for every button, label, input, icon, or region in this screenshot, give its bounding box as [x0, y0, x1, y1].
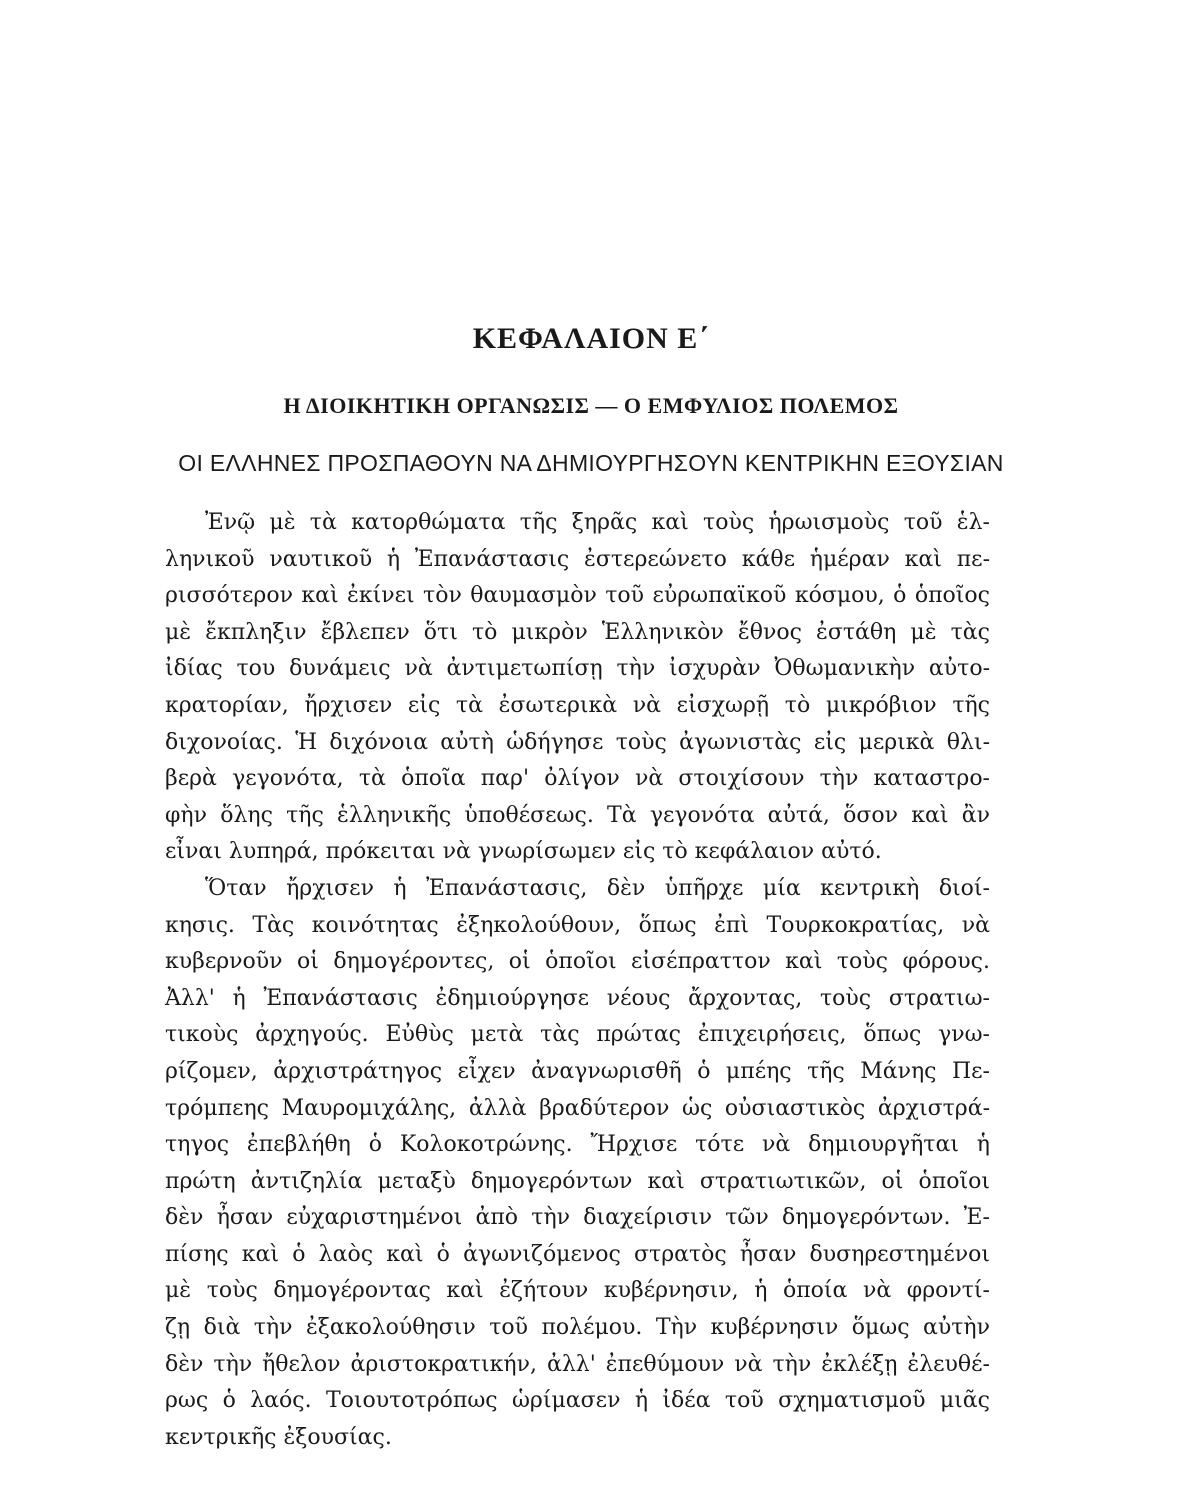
text-line: Ὅταν ἤρχισεν ἡ Ἐπανάστασις, δὲν ὑπῆρχε μία κεντρικὴ διοί- [205, 875, 990, 901]
chapter-title: ΚΕΦΑΛΑΙΟΝ Ε΄ [472, 322, 710, 355]
text-line: κεντρικῆς ἐξουσίας. [165, 1424, 392, 1450]
text-line: πίσης καὶ ὁ λαὸς καὶ ὁ ἀγωνιζόμενος στρατὸς ἦσαν δυσηρεστημένοι [165, 1241, 990, 1267]
text-line: εἶναι λυπηρά, πρόκειται νὰ γνωρίσωμεν εἰς τὸ κεφάλαιον αὐτό. [165, 839, 882, 865]
text-line: ρισσότερον καὶ ἐκίνει τὸν θαυμασμὸν τοῦ εὐρωπαϊκοῦ κόσμου, ὁ ὁποῖος [165, 583, 990, 609]
text-line: φὴν ὅλης τῆς ἑλληνικῆς ὑποθέσεως. Τὰ γεγονότα αὐτά, ὅσον καὶ ἂν [165, 802, 990, 828]
text-line: δὲν τὴν ἤθελον ἀριστοκρατικήν, ἀλλ' ἐπεθύμουν νὰ τὴν ἐκλέξῃ ἐλευθέ- [165, 1351, 990, 1377]
text-line: κησις. Τὰς κοινότητας ἐξηκολούθουν, ὅπως ἐπὶ Τουρκοκρατίας, νὰ [165, 912, 990, 938]
text-line: ἰδίας του δυνάμεις νὰ ἀντιμετωπίσῃ τὴν ἰσχυρὰν Ὀθωμανικὴν αὐτο- [165, 656, 990, 682]
text-line: Ἀλλ' ἡ Ἐπανάστασις ἐδημιούργησε νέους ἄρχοντας, τοὺς στρατιω- [165, 985, 990, 1011]
section-title: Η ΔΙΟΙΚΗΤΙΚΗ ΟΡΓΑΝΩΣΙΣ — Ο ΕΜΦΥΛΙΟΣ ΠΟΛΕΜΟΣ [283, 393, 899, 418]
text-line: κρατορίαν, ἤρχισεν εἰς τὰ ἐσωτερικὰ νὰ εἰσχωρῇ τὸ μικρόβιον τῆς [165, 692, 990, 718]
text-line: βερὰ γεγονότα, τὰ ὁποῖα παρ' ὀλίγον νὰ στοιχίσουν τὴν καταστρο- [165, 766, 990, 792]
text-line: μὲ ἔκπληξιν ἔβλεπεν ὅτι τὸ μικρὸν Ἑλληνικὸν ἔθνος ἐστάθη μὲ τὰς [165, 619, 990, 645]
paragraph-2 [165, 871, 990, 1457]
text-line: μὲ τοὺς δημογέροντας καὶ ἐζήτουν κυβέρνησιν, ἡ ὁποία νὰ φροντί- [165, 1278, 990, 1304]
text-line: ρίζομεν, ἀρχιστράτηγος εἶχεν ἀναγνωρισθῆ ὁ μπέης τῆς Μάνης Πε- [165, 1058, 990, 1084]
body-text [165, 505, 990, 1456]
text-line: πρώτη ἀντιζηλία μεταξὺ δημογερόντων καὶ στρατιωτικῶν, οἱ ὁποῖοι [165, 1168, 990, 1194]
text-line: ρως ὁ λαός. Τοιουτοτρόπως ὡρίμασεν ἡ ἰδέα τοῦ σχηματισμοῦ μιᾶς [165, 1388, 990, 1414]
text-line: τικοὺς ἀρχηγούς. Εὐθὺς μετὰ τὰς πρώτας ἐπιχειρήσεις, ὅπως γνω- [165, 1022, 990, 1048]
text-line: δὲν ἦσαν εὐχαριστημένοι ἀπὸ τὴν διαχείρισιν τῶν δημογερόντων. Ἐ- [165, 1205, 990, 1231]
text-line: ζῃ διὰ τὴν ἐξακολούθησιν τοῦ πολέμου. Τὴν κυβέρνησιν ὅμως αὐτὴν [165, 1315, 990, 1341]
paragraph-1 [165, 505, 990, 871]
text-line: τρόμπεης Μαυρομιχάλης, ἀλλὰ βραδύτερον ὡς οὐσιαστικὸς ἀρχιστρά- [165, 1095, 990, 1121]
text-line: Ἐνῷ μὲ τὰ κατορθώματα τῆς ξηρᾶς καὶ τοὺς ἡρωισμοὺς τοῦ ἑλ- [205, 510, 990, 535]
text-line: διχονοίας. Ἡ διχόνοια αὐτὴ ὡδήγησε τοὺς ἀγωνιστὰς εἰς μερικὰ θλι- [165, 729, 990, 755]
subsection-title: ΟΙ ΕΛΛΗΝΕΣ ΠΡΟΣΠΑΘΟΥΝ ΝΑ ΔΗΜΙΟΥΡΓΗΣΟΥΝ ΚΕΝΤΡΙΚΗΝ ΕΞΟΥΣΙΑΝ [178, 450, 1004, 476]
text-line: τηγος ἐπεβλήθη ὁ Κολοκοτρώνης. Ἤρχισε τότε νὰ δημιουργῆται ἡ [165, 1132, 990, 1158]
text-line: κυβερνοῦν οἱ δημογέροντες, οἱ ὁποῖοι εἰσέπραττον καὶ τοὺς φόρους. [165, 949, 990, 975]
text-line: ληνικοῦ ναυτικοῦ ἡ Ἐπανάστασις ἐστερεώνετο κάθε ἡμέραν καὶ πε- [165, 546, 990, 572]
